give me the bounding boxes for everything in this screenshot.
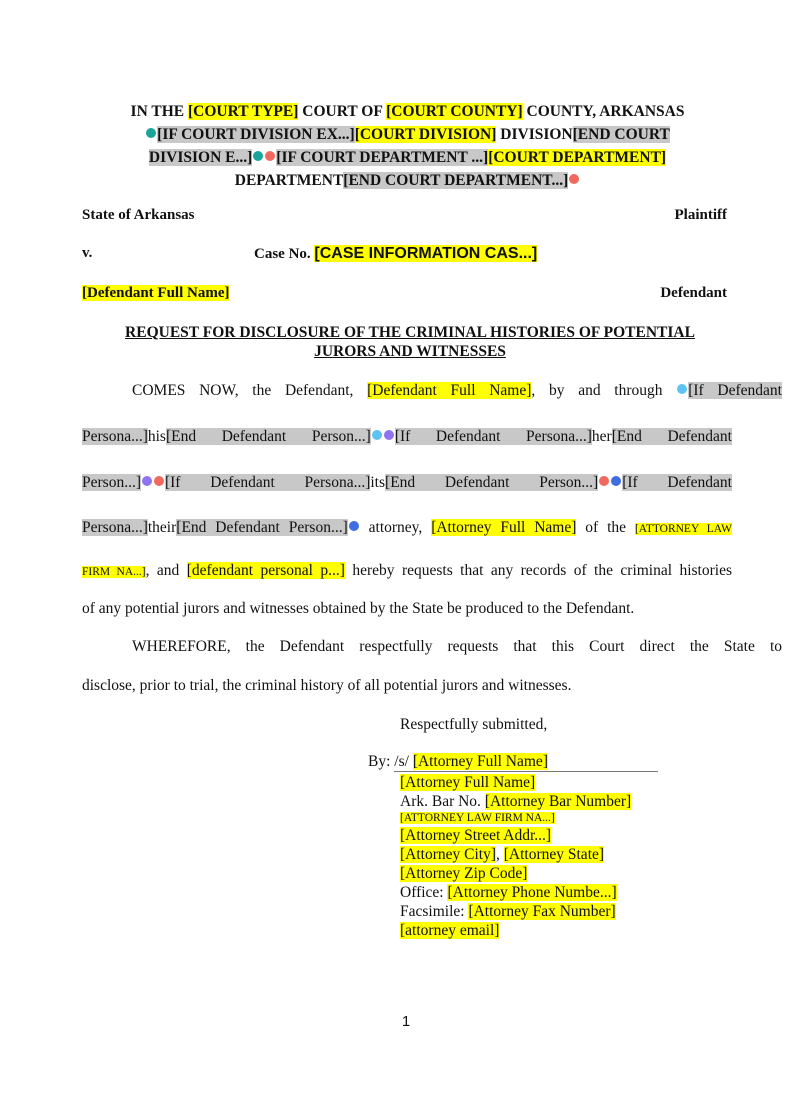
condition-marker-icon[interactable] [569, 174, 579, 184]
defendant-name-field[interactable]: [Defendant Full Name] [82, 285, 230, 301]
case-no-label: Case No. [254, 246, 311, 262]
condition-marker-icon[interactable] [154, 476, 164, 486]
body-text: , by and through [531, 382, 677, 399]
fax-label: Facsimile: [400, 903, 469, 920]
if-defendant-persona-field[interactable]: [If Defendant Persona...] [164, 474, 371, 491]
attorney-law-firm-field[interactable]: [ATTORNEY LAW FIRM NA...] [400, 812, 555, 824]
attorney-phone-field[interactable]: [Attorney Phone Numbe...] [447, 884, 617, 901]
end-court-department-field[interactable]: [END COURT DEPARTMENT...] [343, 172, 569, 189]
end-defendant-person-field[interactable]: [End Defendant Person...] [385, 474, 599, 491]
attorney-email-field[interactable]: [attorney email] [400, 922, 500, 939]
condition-marker-icon[interactable] [146, 128, 156, 138]
case-information-field[interactable]: [CASE INFORMATION CAS...] [314, 245, 538, 262]
condition-marker-icon[interactable] [253, 151, 263, 161]
attorney-state-field[interactable]: [Attorney State] [503, 846, 605, 863]
body-text: his [147, 428, 166, 445]
state-label: State of Arkansas [82, 207, 195, 223]
body-line-4 [82, 519, 732, 537]
if-defendant-persona-field-cont[interactable]: Persona...] [82, 519, 148, 536]
signature-line [394, 753, 658, 772]
title-line: REQUEST FOR DISCLOSURE OF THE CRIMINAL HISTORIES OF POTENTIAL [125, 324, 695, 341]
attorney-bar-number-field[interactable]: [Attorney Bar Number] [484, 793, 632, 810]
end-court-division-field-cont[interactable]: DIVISION E...] [148, 149, 253, 166]
defendant-label: Defendant [660, 285, 727, 301]
body-text: of the [576, 519, 635, 536]
attorney-law-firm-field[interactable]: [ATTORNEY LAW [634, 523, 732, 535]
end-defendant-person-field[interactable]: [End Defendant Person...] [165, 428, 371, 445]
body-line-3 [82, 474, 732, 492]
attorney-zip-field[interactable]: [Attorney Zip Code] [400, 865, 528, 882]
end-court-division-field[interactable]: [END COURT [572, 126, 670, 143]
body-line-5 [82, 562, 732, 580]
signature-block [400, 773, 631, 940]
heading-text: COUNTY, ARKANSAS [522, 103, 685, 120]
court-type-field[interactable]: [COURT TYPE] [187, 103, 299, 120]
body-text: her [591, 428, 612, 445]
body-line-2 [82, 428, 732, 446]
heading-text: COURT OF [298, 103, 387, 120]
condition-marker-icon[interactable] [384, 430, 394, 440]
end-defendant-person-field[interactable]: [End Defendant Person...] [176, 519, 348, 536]
comma-text: , [496, 846, 504, 863]
title-line: JURORS AND WITNESSES [314, 343, 506, 360]
document-title [80, 323, 740, 361]
attorney-name-field[interactable]: [Attorney Full Name] [431, 519, 577, 536]
plaintiff-label: Plaintiff [674, 207, 727, 223]
defendant-personal-field[interactable]: [defendant personal p...] [186, 562, 345, 579]
attorney-name-field[interactable]: [Attorney Full Name] [400, 774, 536, 791]
body-line-8: disclose, prior to trial, the criminal history of all potential jurors and witnesses. [82, 677, 572, 694]
condition-marker-icon[interactable] [142, 476, 152, 486]
body-text: hereby requests that any records of the criminal histories [344, 562, 732, 579]
defendant-row [82, 285, 727, 302]
end-defendant-person-field-cont[interactable]: Person...] [82, 474, 141, 491]
if-defendant-persona-field[interactable]: [If Defendant Persona...] [394, 428, 592, 445]
condition-marker-icon[interactable] [599, 476, 609, 486]
respectfully-submitted: Respectfully submitted, [400, 716, 548, 733]
versus-label: v. [82, 245, 93, 261]
body-text: COMES NOW, the Defendant, [132, 382, 368, 399]
condition-marker-icon[interactable] [265, 151, 275, 161]
body-text: , and [145, 562, 187, 579]
end-defendant-person-field[interactable]: [End Defendant [611, 428, 732, 445]
bar-label: Ark. Bar No. [400, 793, 485, 810]
page-number: 1 [401, 1013, 411, 1030]
court-county-field[interactable]: [COURT COUNTY] [386, 103, 523, 120]
plaintiff-row [82, 207, 727, 224]
defendant-name-field[interactable]: [Defendant Full Name] [367, 382, 532, 399]
attorney-name-field[interactable]: [Attorney Full Name] [412, 753, 548, 770]
condition-marker-icon[interactable] [677, 384, 687, 394]
body-text: its [370, 474, 386, 491]
signature-by-row [368, 753, 668, 772]
office-label: Office: [400, 884, 448, 901]
court-heading [80, 100, 735, 192]
heading-text: DEPARTMENT [234, 172, 344, 189]
body-text: attorney, [359, 519, 432, 536]
heading-text: DIVISION [496, 126, 573, 143]
if-defendant-persona-field-cont[interactable]: Persona...] [82, 428, 148, 445]
attorney-law-firm-field-cont[interactable]: FIRM NA...] [82, 566, 146, 578]
condition-marker-icon[interactable] [372, 430, 382, 440]
heading-text: IN THE [130, 103, 188, 120]
body-text: their [147, 519, 177, 536]
attorney-street-field[interactable]: [Attorney Street Addr...] [400, 827, 552, 844]
court-division-field[interactable]: [COURT DIVISION] [354, 126, 497, 143]
if-defendant-persona-field[interactable]: [If Defendant [688, 382, 782, 399]
condition-marker-icon[interactable] [349, 521, 359, 531]
body-line-6: of any potential jurors and witnesses obtained by the State be produced to the Defendant. [82, 600, 635, 617]
body-line-1 [82, 382, 782, 400]
if-court-department-field[interactable]: [IF COURT DEPARTMENT ...] [276, 149, 489, 166]
if-court-division-field[interactable]: [IF COURT DIVISION EX...] [157, 126, 355, 143]
case-row [82, 245, 727, 262]
condition-marker-icon[interactable] [611, 476, 621, 486]
court-department-field[interactable]: [COURT DEPARTMENT] [488, 149, 667, 166]
attorney-city-field[interactable]: [Attorney City] [400, 846, 496, 863]
if-defendant-persona-field[interactable]: [If Defendant [622, 474, 732, 491]
by-label: By: [368, 753, 391, 770]
signature-prefix: /s/ [394, 753, 413, 770]
attorney-fax-field[interactable]: [Attorney Fax Number] [468, 903, 616, 920]
body-line-7: WHEREFORE, the Defendant respectfully requests that this Court direct the State to [132, 638, 782, 655]
